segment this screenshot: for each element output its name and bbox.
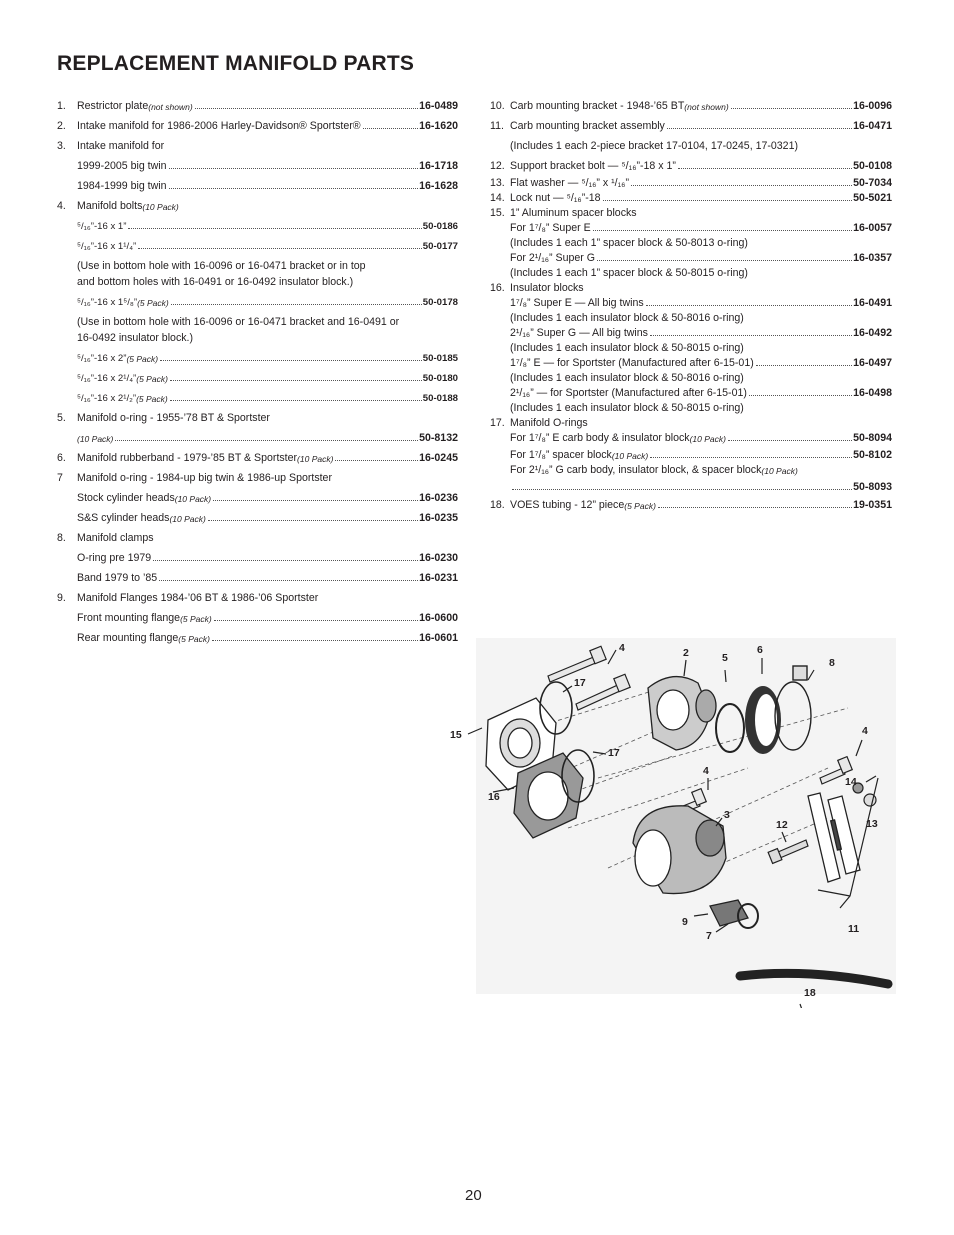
callout-label: 4 [619,642,625,654]
callout-label: 11 [848,923,860,935]
part-row [490,295,892,309]
dot-leader [650,457,852,458]
callout-label: 15 [450,729,462,741]
part-number: 16-0235 [419,512,458,524]
callout-label: 2 [683,647,689,659]
dot-leader [169,168,419,169]
item-description: For 2¹/₁₆” Super G [510,252,595,264]
part-row [57,630,458,644]
part-row [57,178,458,192]
dot-leader [115,440,418,441]
item-description: Carb mounting bracket - 1948-’65 BT [510,100,685,112]
part-row [57,370,458,384]
part-row [57,450,458,464]
part-row [57,510,458,524]
item-description: Manifold O-rings [510,417,588,429]
item-description: Flat washer — ⁵/₁₆” x ¹/₁₆” [510,177,629,189]
item-description: (Use in bottom hole with 16-0096 or 16-0471 bracket or in top [77,260,366,272]
part-number: 16-0057 [853,222,892,234]
item-description: ⁵/₁₆”-16 x 2¹/₂” [77,393,137,404]
part-number: 50-7034 [853,177,892,189]
part-row [57,314,458,328]
item-number: 16. [490,282,505,294]
part-row [57,158,458,172]
item-note: (not shown) [684,102,729,112]
part-row [490,415,892,429]
item-description: (Includes 1 each 1” spacer block & 50-8015 o-ring) [510,267,748,279]
item-note: (10 Pack) [169,514,206,524]
item-number: 8. [57,532,66,544]
dot-leader [363,128,419,129]
part-number: 50-8132 [419,432,458,444]
dot-leader [678,168,852,169]
callout-label: 14 [845,776,857,788]
item-description: For 2¹/₁₆” G carb body, insulator block, & spacer block [510,464,762,476]
item-number: 12. [490,160,505,172]
part-row [57,390,458,404]
part-number: 50-0180 [422,373,458,384]
part-row [490,310,892,324]
page-number: 20 [465,1187,482,1204]
part-row [57,470,458,484]
item-description: Manifold rubberband - 1979-’85 BT & Sportster [77,452,298,464]
item-description: Manifold clamps [77,532,154,544]
item-number: 6. [57,452,66,464]
item-number: 14. [490,192,505,204]
part-row [490,400,892,414]
part-row [57,238,458,252]
item-description: 1” Aluminum spacer blocks [510,207,637,219]
item-number: 7 [57,472,63,484]
item-number: 10. [490,100,505,112]
item-description: 1984-1999 big twin [77,180,167,192]
item-description: Insulator blocks [510,282,584,294]
callout-label: 3 [724,809,730,821]
part-number: 50-8102 [853,449,892,461]
item-description: (Includes 1 each insulator block & 50-8016 o-ring) [510,312,744,324]
part-row [490,340,892,354]
parts-list-right [490,98,892,511]
part-number: 50-0108 [853,160,892,172]
item-number: 15. [490,207,505,219]
part-row [490,265,892,279]
part-number: 16-0601 [419,632,458,644]
part-row [490,280,892,294]
part-row [490,118,892,132]
item-description: ⁵/₁₆”-16 x 2” [77,353,127,364]
part-row [490,479,892,493]
part-number: 16-0491 [853,297,892,309]
part-row [490,250,892,264]
item-description: (Use in bottom hole with 16-0096 or 16-0471 bracket and 16-0491 or [77,316,400,328]
item-description: Manifold o-ring - 1955-’78 BT & Sportster [77,412,270,424]
item-note: (10 Pack) [611,451,649,461]
item-note: (5 Pack) [126,354,159,364]
part-row [57,138,458,152]
item-description: For 1⁷/₈” E carb body & insulator block [510,432,690,444]
part-row [57,218,458,232]
item-description: Front mounting flange [77,612,181,624]
part-row [57,610,458,624]
part-row [57,430,458,444]
part-row [490,325,892,339]
item-description: 2¹/₁₆” Super G — All big twins [510,327,648,339]
item-description: (Includes 1 each insulator block & 50-8016 o-ring) [510,372,744,384]
dot-leader [171,304,422,305]
item-note: (5 Pack) [624,501,656,511]
part-row [57,550,458,564]
dot-leader [650,335,852,336]
item-description: S&S cylinder heads [77,512,170,524]
item-note: (5 Pack) [180,614,212,624]
part-row [490,462,892,476]
part-number: 16-0498 [853,387,892,399]
item-note: (10 Pack) [761,466,798,476]
dot-leader [658,507,852,508]
part-row [490,235,892,249]
part-row [490,447,892,461]
part-number: 16-0497 [853,357,892,369]
dot-leader [728,440,852,441]
part-number: 16-0096 [853,100,892,112]
item-note: (5 Pack) [136,374,168,384]
part-number: 16-0230 [419,552,458,564]
part-number: 19-0351 [853,499,892,511]
item-description: Manifold o-ring - 1984-up big twin & 1986-up Sportster [77,472,332,484]
item-description: 2¹/₁₆” — for Sportster (Manufactured after 6-15-01) [510,387,747,399]
item-number: 11. [490,120,504,132]
callout-label: 5 [722,652,728,664]
callout-label: 17 [608,747,620,759]
dot-leader [512,489,852,490]
part-number: 16-0357 [853,252,892,264]
item-note: (10 Pack) [174,494,212,504]
part-row [57,330,458,344]
dot-leader [195,108,418,109]
item-number: 3. [57,140,66,152]
item-description: ⁵/₁₆”-16 x 1⁵/₈” [77,297,138,308]
dot-leader [214,620,418,621]
part-number: 16-0492 [853,327,892,339]
dot-leader [212,640,418,641]
item-description: 16-0492 insulator block.) [77,332,194,344]
part-number: 16-0600 [419,612,458,624]
item-description: Support bracket bolt — ⁵/₁₆”-18 x 1” [510,160,676,172]
dot-leader [213,500,418,501]
item-note: (not shown) [148,102,193,112]
part-row [57,350,458,364]
part-row [57,198,458,212]
part-number: 50-0188 [422,393,458,404]
part-number: 50-0177 [422,241,458,252]
part-number: 50-0185 [422,353,458,364]
item-number: 1. [57,100,66,112]
part-number: 16-0245 [419,452,458,464]
part-row [490,98,892,112]
part-number: 16-0489 [419,100,458,112]
dot-leader [593,230,852,231]
dot-leader [208,520,418,521]
dot-leader [597,260,852,261]
item-description: 1999-2005 big twin [77,160,167,172]
part-row [57,98,458,112]
item-note: (10 Pack) [297,454,334,464]
callout-label: 4 [862,725,868,737]
item-description: Stock cylinder heads [77,492,175,504]
item-description: O-ring pre 1979 [77,552,152,564]
callout-label: 13 [866,818,878,830]
item-number: 2. [57,120,66,132]
dot-leader [138,248,422,249]
callout-label: 7 [706,930,712,942]
dot-leader [335,460,418,461]
dot-leader [646,305,852,306]
part-number: 16-0231 [419,572,458,584]
part-row [490,175,892,189]
part-row [490,370,892,384]
item-note: (10 Pack) [142,202,179,212]
item-description: (Includes 1 each insulator block & 50-8015 o-ring) [510,402,744,414]
item-description: ⁵/₁₆”-16 x 1” [77,221,127,232]
dot-leader [756,365,852,366]
item-description: Carb mounting bracket assembly [510,120,665,132]
part-row [57,118,458,132]
item-description: Restrictor plate [77,100,149,112]
item-description: ⁵/₁₆”-16 x 2¹/₄” [77,373,137,384]
item-number: 18. [490,499,505,511]
callout-label: 12 [776,819,788,831]
part-number: 16-1620 [419,120,458,132]
callout-label: 6 [757,644,763,656]
item-number: 4. [57,200,66,212]
part-row [57,410,458,424]
callout-label: 9 [682,916,688,928]
item-description: Band 1979 to ’85 [77,572,158,584]
part-row [490,205,892,219]
item-description: For 1⁷/₈” Super E [510,222,591,234]
part-row [57,570,458,584]
dot-leader [731,108,852,109]
item-description: Lock nut — ⁵/₁₆”-18 [510,192,601,204]
part-row [490,220,892,234]
part-row [490,385,892,399]
callout-label: 18 [804,987,816,999]
item-description: 1⁷/₈” Super E — All big twins [510,297,644,309]
dot-leader [128,228,421,229]
part-row [490,430,892,444]
item-number: 9. [57,592,66,604]
callout-label: 16 [488,791,500,803]
part-row [57,274,458,288]
dot-leader [153,560,418,561]
part-number: 16-1628 [419,180,458,192]
manifold-exploded-diagram [448,628,908,1008]
item-description: 1⁷/₈” E — for Sportster (Manufactured after 6-15-01) [510,357,754,369]
item-description: For 1⁷/₈” spacer block [510,449,612,461]
part-row [57,590,458,604]
item-note: (10 Pack) [689,434,726,444]
item-description: Intake manifold for 1986-2006 Harley-Davidson® Sportster® [77,120,361,132]
part-number: 50-5021 [853,192,892,204]
item-number: 13. [490,177,505,189]
item-note: (5 Pack) [136,394,168,404]
part-number: 50-0186 [422,221,458,232]
part-row [57,530,458,544]
item-description: Manifold Flanges 1984-’06 BT & 1986-’06 Sportster [77,592,319,604]
page-title: REPLACEMENT MANIFOLD PARTS [57,52,415,75]
part-row [57,294,458,308]
dot-leader [603,200,853,201]
part-number: 50-8093 [853,481,892,493]
callout-label: 17 [574,677,586,689]
dot-leader [631,185,852,186]
item-description: Rear mounting flange [77,632,179,644]
dot-leader [667,128,852,129]
part-number: 50-0178 [422,297,458,308]
part-row [57,490,458,504]
item-description: Manifold bolts [77,200,143,212]
part-row [490,355,892,369]
dot-leader [749,395,852,396]
item-note: (5 Pack) [137,298,169,308]
item-description: and bottom holes with 16-0491 or 16-0492 insulator block.) [77,276,354,288]
part-number: 16-0471 [853,120,892,132]
dot-leader [170,380,422,381]
item-description: (Includes 1 each insulator block & 50-8015 o-ring) [510,342,744,354]
part-row [57,258,458,272]
item-description: (Includes 1 each 1” spacer block & 50-8013 o-ring) [510,237,748,249]
part-number: 16-0236 [419,492,458,504]
item-description: ⁵/₁₆”-16 x 1¹/₄” [77,241,137,252]
item-description: VOES tubing - 12” piece [510,499,625,511]
part-row [490,158,892,172]
item-note: (10 Pack) [77,434,114,444]
dot-leader [159,580,418,581]
dot-leader [170,400,422,401]
dot-leader [160,360,422,361]
parts-list-left [57,98,458,644]
item-description: Intake manifold for [77,140,165,152]
dot-leader [169,188,419,189]
item-number: 5. [57,412,66,424]
part-row [490,190,892,204]
part-row [490,497,892,511]
part-number: 16-1718 [419,160,458,172]
part-row [490,138,892,152]
item-description: (Includes 1 each 2-piece bracket 17-0104, 17-0245, 17-0321) [510,140,798,152]
item-note: (5 Pack) [178,634,210,644]
callout-label: 4 [703,765,709,777]
part-number: 50-8094 [853,432,892,444]
callout-label: 8 [829,657,835,669]
item-number: 17. [490,417,505,429]
